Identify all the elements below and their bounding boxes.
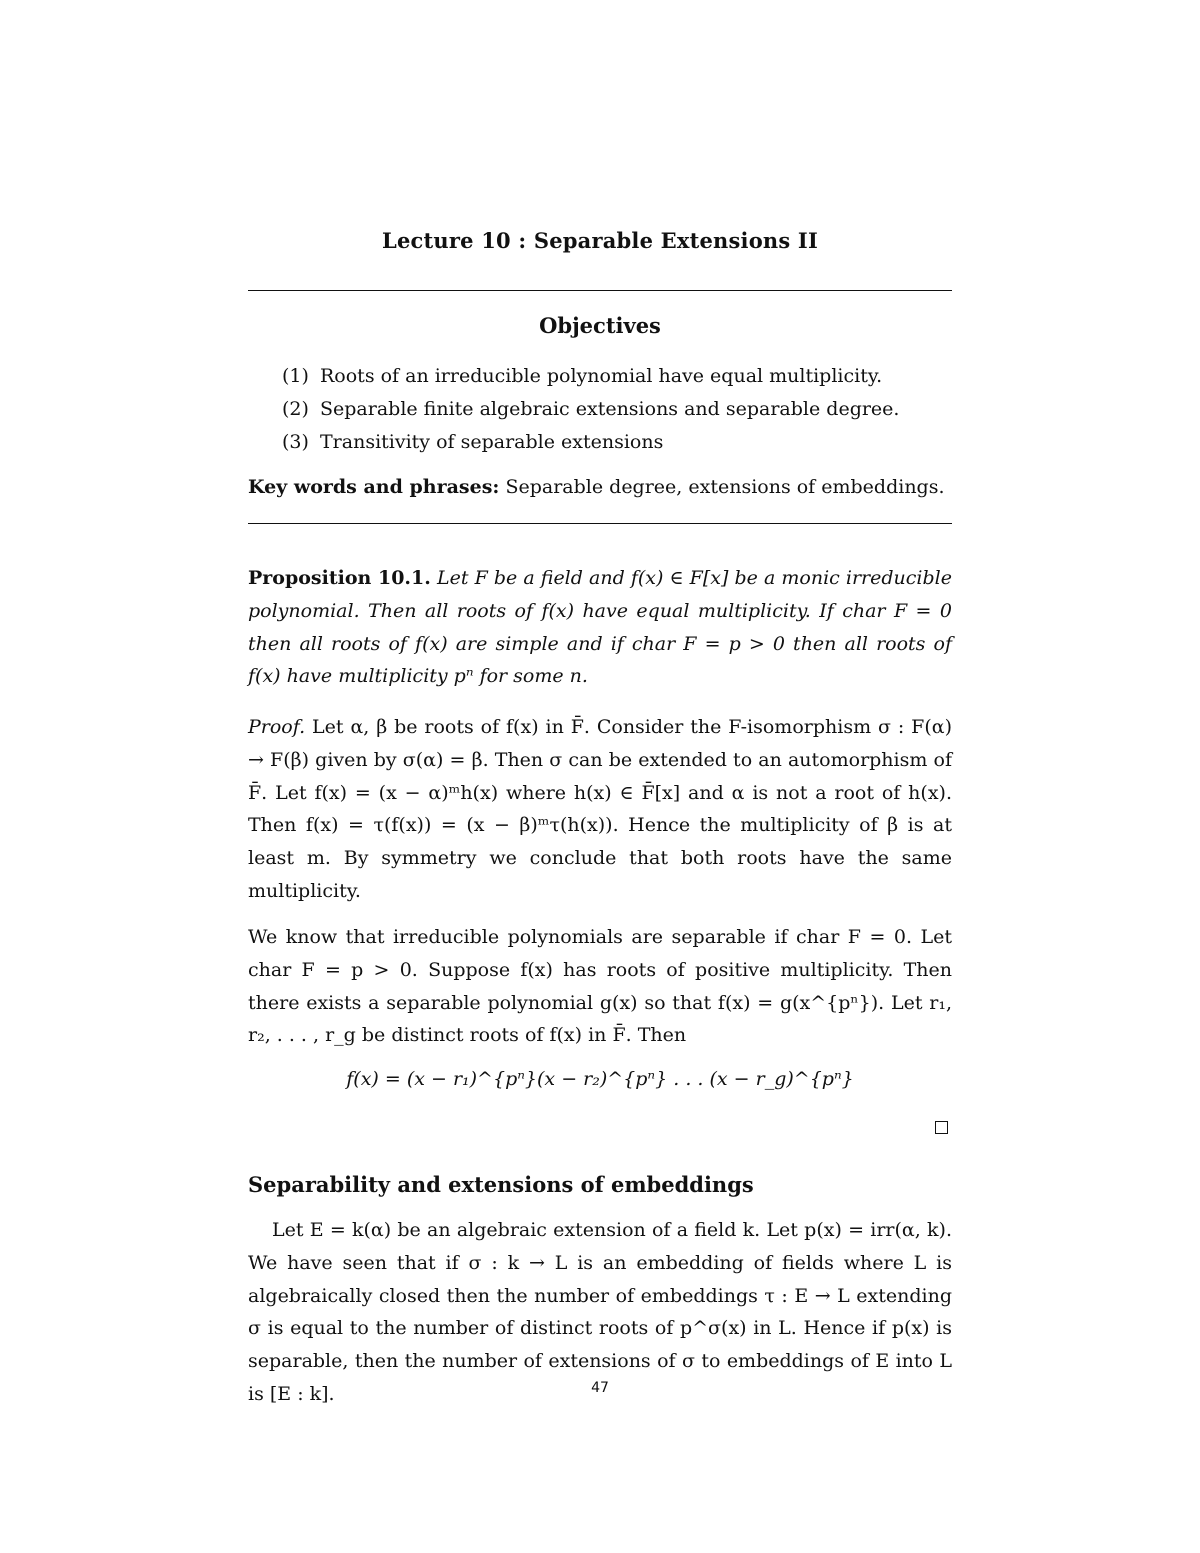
lecture-title: Lecture 10 : Separable Extensions II bbox=[382, 228, 818, 253]
keywords-text: Separable degree, extensions of embeddings. bbox=[505, 476, 945, 498]
paragraph-embeddings: Let E = k(α) be an algebraic extension of a field k. Let p(x) = irr(α, k). We have seen that if σ : k → L is an embedding of fields where L is algebraically closed then the number of embeddings τ : E → L extending σ is equal to the number of distinct roots of p^σ(x) in L. Hence if p(x) is separable, then the number of extensions of σ to embeddings of E into L is [E : k]. bbox=[248, 1219, 952, 1405]
objective-item: (3) Transitivity of separable extensions bbox=[282, 431, 664, 453]
proof bbox=[248, 711, 952, 908]
keywords bbox=[248, 476, 952, 498]
objectives-heading: Objectives bbox=[539, 313, 661, 338]
proof-text: Let α, β be roots of f(x) in F̄. Consider the F-isomorphism σ : F(α) → F(β) given by σ(α) = β. Then σ can be extended to an automorphism of F̄. Let f(x) = (x − α)ᵐh(x) where h(x) ∈ F̄[x] and α is not a root of h(x). Then f(x) = τ(f(x)) = (x − β)ᵐτ(h(x)). Hence the multiplicity of β is at least m. By symmetry we conclude that both roots have the same multiplicity. bbox=[248, 716, 952, 902]
bottom-divider bbox=[248, 523, 952, 524]
objective-item: (2) Separable finite algebraic extensions and separable degree. bbox=[282, 398, 900, 420]
section-heading: Separability and extensions of embeddings bbox=[248, 1172, 754, 1197]
objectives-list bbox=[282, 360, 952, 459]
display-equation: f(x) = (x − r₁)^{pⁿ}(x − r₂)^{pⁿ} . . . (x − r_g)^{pⁿ} bbox=[346, 1068, 854, 1090]
proposition-label: Proposition 10.1. bbox=[248, 567, 431, 589]
objective-item: (1) Roots of an irreducible polynomial have equal multiplicity. bbox=[282, 365, 883, 387]
proposition bbox=[248, 562, 952, 693]
qed-symbol bbox=[935, 1121, 948, 1134]
keywords-label: Key words and phrases: bbox=[248, 476, 500, 498]
paragraph-separable: We know that irreducible polynomials are separable if char F = 0. Let char F = p > 0. Suppose f(x) has roots of positive multiplicity. Then there exists a separable polynomial g(x) so that f(x) = g(x^{pⁿ}). Let r₁, r₂, . . . , r_g be distinct roots of f(x) in F̄. Then bbox=[248, 926, 952, 1047]
page-number: 47 bbox=[591, 1380, 609, 1396]
proof-label: Proof. bbox=[248, 716, 306, 738]
proposition-statement: Let F be a field and f(x) ∈ F[x] be a monic irreducible polynomial. Then all roots of f(x) have equal multiplicity. If char F = 0 then all roots of f(x) are simple and if char F = p > 0 then all roots of f(x) have multiplicity pⁿ for some n. bbox=[248, 567, 952, 688]
top-divider bbox=[248, 290, 952, 291]
